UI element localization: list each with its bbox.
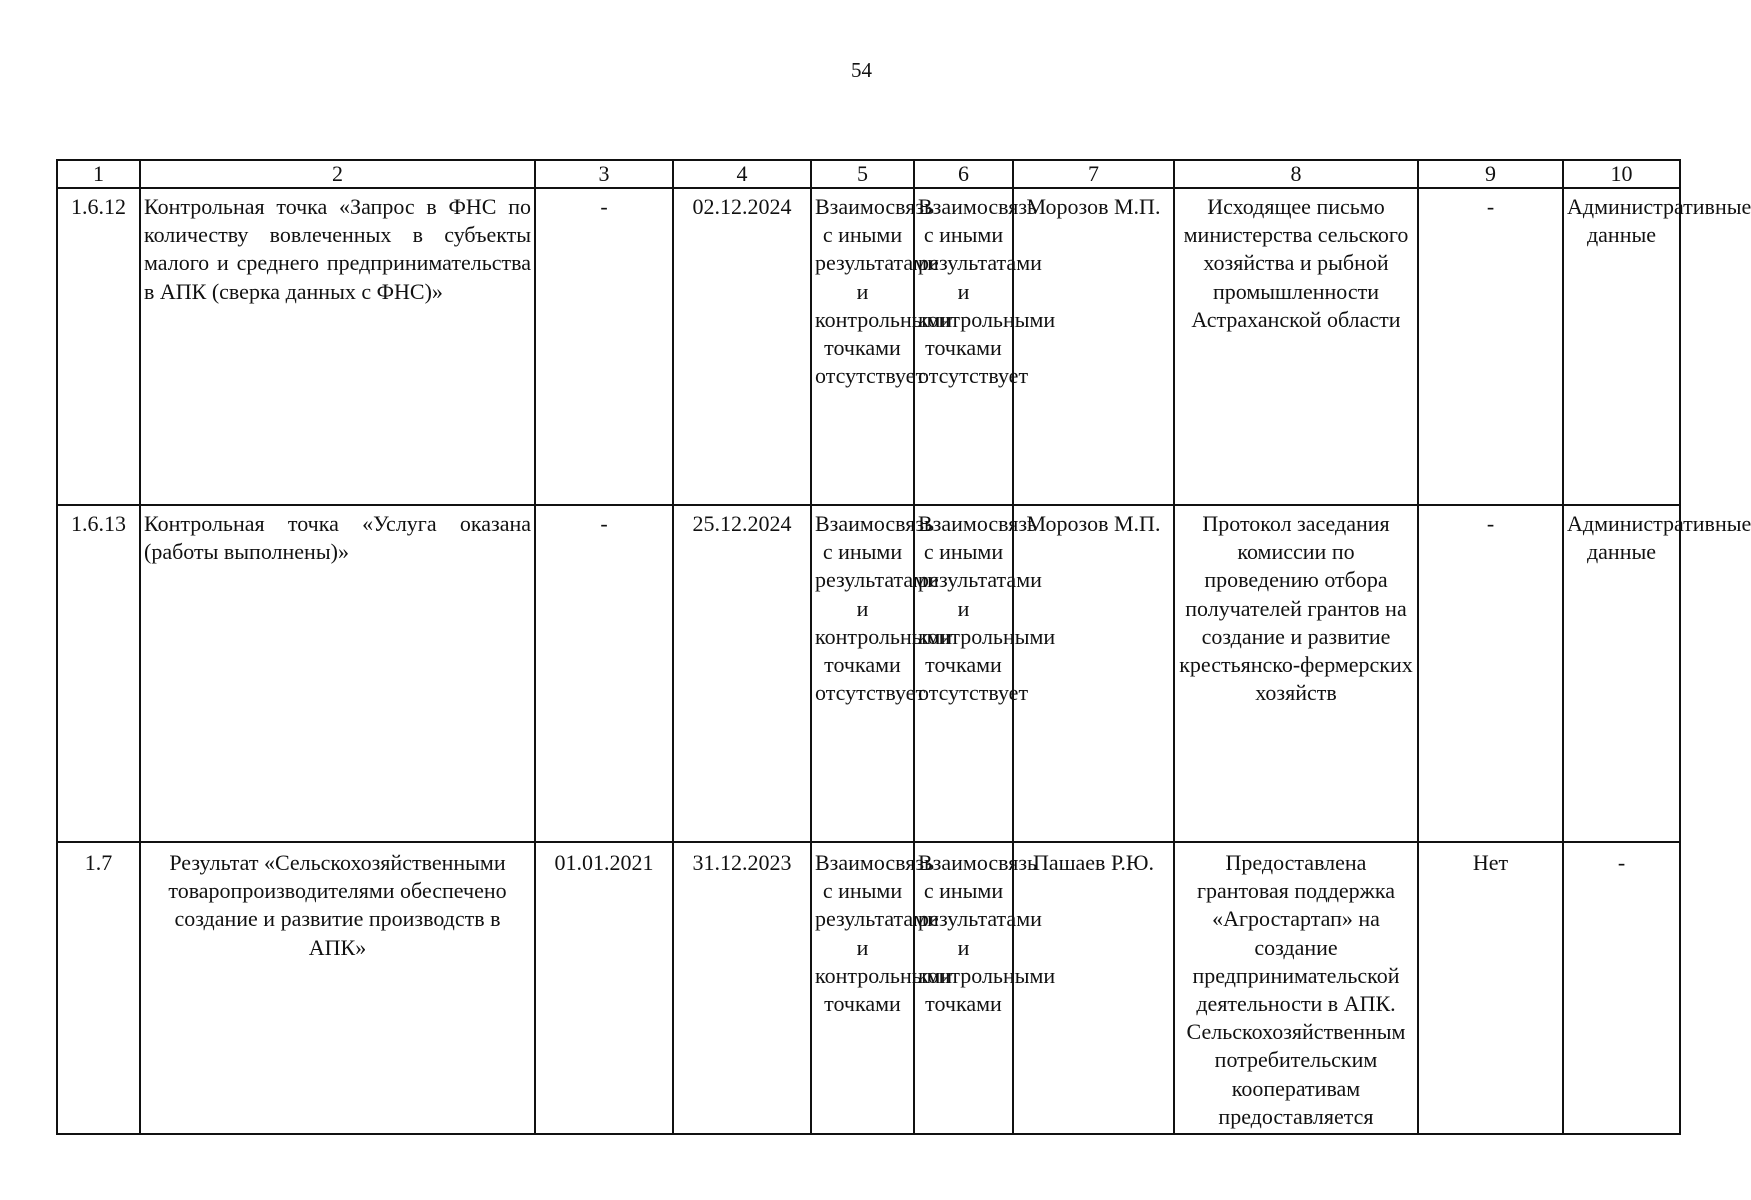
- plan-table: [56, 159, 1751, 1135]
- column-header: 6: [914, 160, 1013, 188]
- page-number: 54: [851, 58, 872, 82]
- flag: Нет: [1418, 842, 1563, 1134]
- start-date: 01.01.2021: [535, 842, 673, 1134]
- column-header: 10: [1563, 160, 1680, 188]
- link-prev: Взаимосвязь с иными результатами и контрольными точками отсутствует: [811, 188, 914, 505]
- document: Протокол заседания комиссии по проведению отбора получателей грантов на создание и развитие крестьянско-фермерских хозяйств: [1174, 505, 1418, 842]
- row-name: Контрольная точка «Запрос в ФНС по количеству вовлеченных в субъекты малого и среднего предпринимательства в АПК (сверка данных с ФНС)»: [140, 188, 535, 505]
- responsible: Морозов М.П.: [1013, 505, 1174, 842]
- end-date: 31.12.2023: [673, 842, 811, 1134]
- link-next: Взаимосвязь с иными результатами и контрольными точками отсутствует: [914, 505, 1013, 842]
- link-next: Взаимосвязь с иными результатами и контрольными точками отсутствует: [914, 188, 1013, 505]
- link-prev: Взаимосвязь с иными результатами и контрольными точками: [811, 842, 914, 1134]
- document: Предоставлена грантовая поддержка «Агростартап» на создание предпринимательской деятельности в АПК. Сельскохозяйственным потребительским кооперативам предоставляется: [1174, 842, 1418, 1134]
- column-header: 9: [1418, 160, 1563, 188]
- table-row: [57, 188, 1680, 505]
- end-date: 25.12.2024: [673, 505, 811, 842]
- column-header: 2: [140, 160, 535, 188]
- row-number: 1.6.12: [57, 188, 140, 505]
- info-system: Административные данные: [1563, 505, 1680, 842]
- start-date: -: [535, 188, 673, 505]
- row-number: 1.7: [57, 842, 140, 1134]
- link-next: Взаимосвязь с иными результатами и контрольными точками: [914, 842, 1013, 1134]
- column-header: 5: [811, 160, 914, 188]
- flag: -: [1418, 505, 1563, 842]
- responsible: Пашаев Р.Ю.: [1013, 842, 1174, 1134]
- table-row: [57, 505, 1680, 842]
- column-header: 1: [57, 160, 140, 188]
- row-name: Контрольная точка «Услуга оказана (работы выполнены)»: [140, 505, 535, 842]
- responsible: Морозов М.П.: [1013, 188, 1174, 505]
- end-date: 02.12.2024: [673, 188, 811, 505]
- flag: -: [1418, 188, 1563, 505]
- column-header: 7: [1013, 160, 1174, 188]
- table-row: [57, 842, 1680, 1134]
- row-number: 1.6.13: [57, 505, 140, 842]
- start-date: -: [535, 505, 673, 842]
- column-number-row: [57, 160, 1680, 188]
- column-header: 4: [673, 160, 811, 188]
- document: Исходящее письмо министерства сельского хозяйства и рыбной промышленности Астраханской области: [1174, 188, 1418, 505]
- column-header: 3: [535, 160, 673, 188]
- row-name: Результат «Сельскохозяйственными товаропроизводителями обеспечено создание и развитие производств в АПК»: [140, 842, 535, 1134]
- info-system: Административные данные: [1563, 188, 1680, 505]
- info-system: -: [1563, 842, 1680, 1134]
- column-header: 8: [1174, 160, 1418, 188]
- link-prev: Взаимосвязь с иными результатами и контрольными точками отсутствует: [811, 505, 914, 842]
